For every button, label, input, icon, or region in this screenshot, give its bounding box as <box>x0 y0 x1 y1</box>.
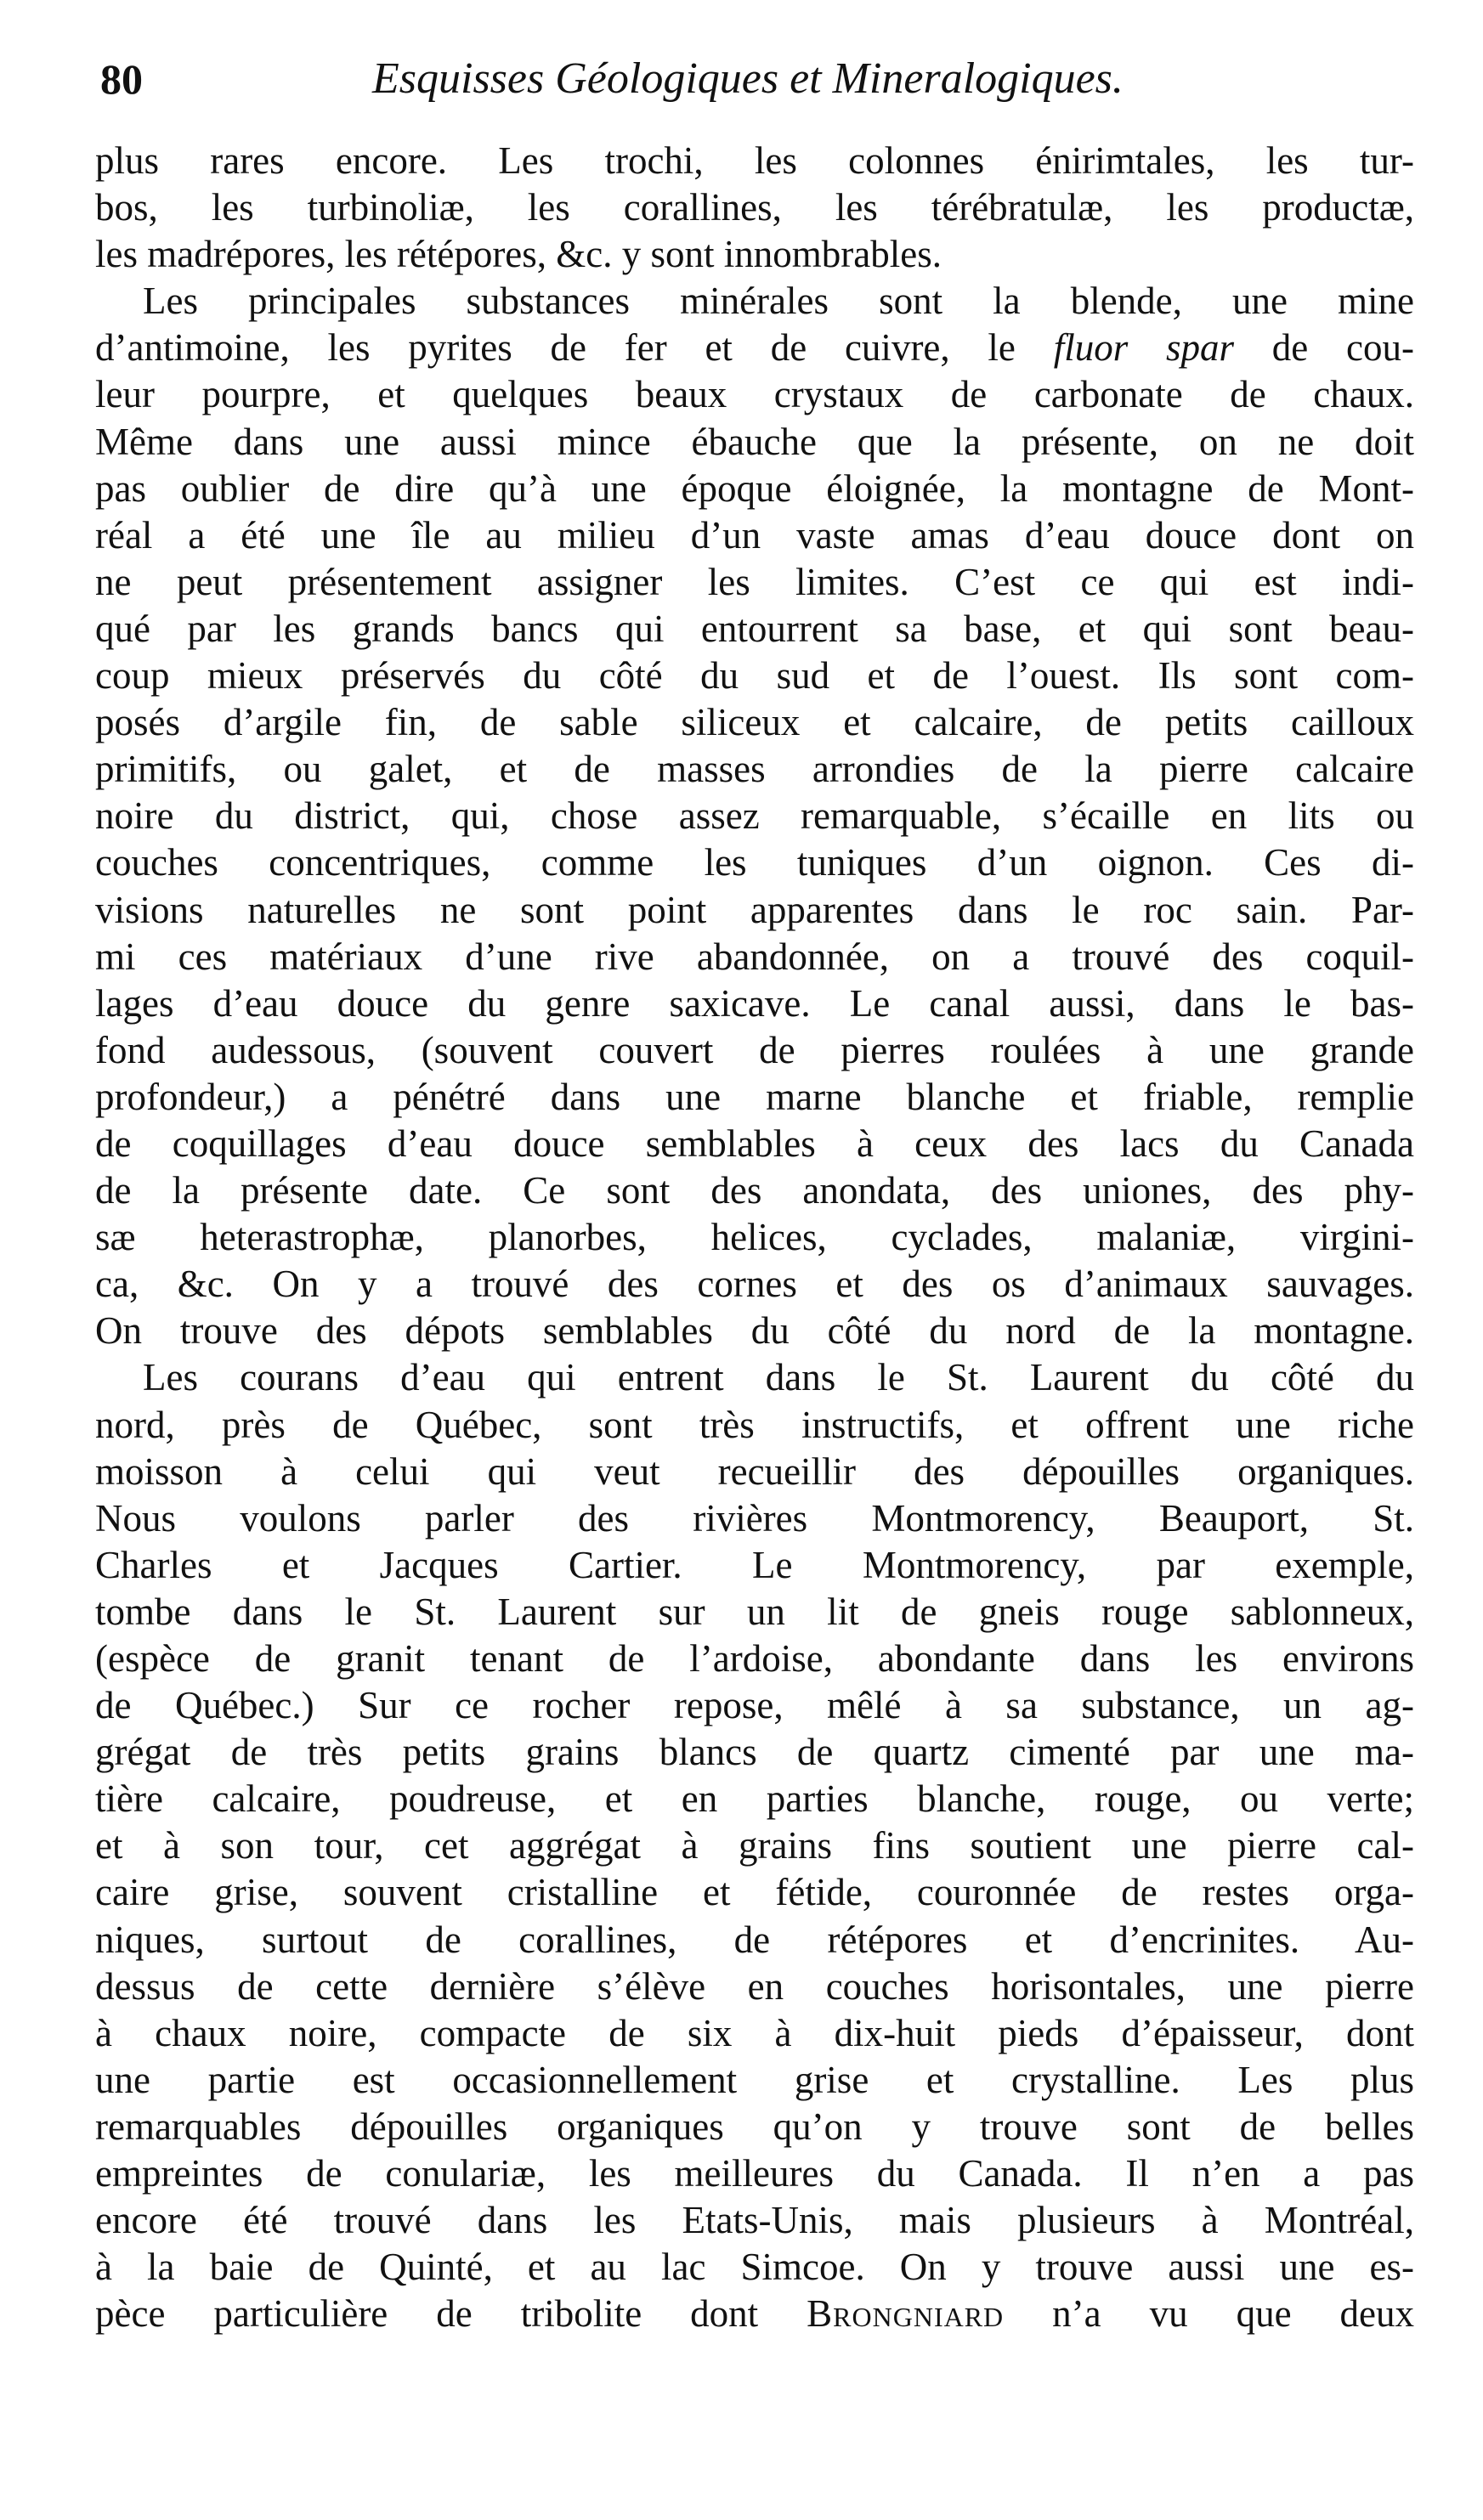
text-segment: tière calcaire, poudreuse, et en parties blanche, rouge, ou verte; <box>95 1777 1414 1821</box>
text-line <box>95 371 1414 418</box>
text-segment: qué par les grands bancs qui entourrent sa base, et qui sont beau- <box>95 607 1414 650</box>
text-segment: de Québec.) Sur ce rocher repose, mêlé à sa substance, un ag- <box>95 1684 1414 1727</box>
text-segment: primitifs, ou galet, et de masses arrondies de la pierre calcaire <box>95 748 1414 791</box>
text-line <box>95 1542 1414 1589</box>
text-segment: niques, surtout de corallines, de rétépores et d’encrinites. Au- <box>95 1918 1414 1961</box>
text-line <box>95 1354 1414 1401</box>
text-line <box>95 1682 1414 1729</box>
text-segment: noire du district, qui, chose assez remarquable, s’écaille en lits ou <box>95 794 1414 838</box>
text-segment: Les principales substances minérales sont la blende, une mine <box>143 280 1414 323</box>
text-line <box>95 1776 1414 1822</box>
text-line <box>95 1495 1414 1542</box>
text-line <box>95 278 1414 325</box>
text-line <box>95 466 1414 512</box>
text-line <box>95 184 1414 231</box>
text-line <box>95 1729 1414 1776</box>
text-segment: une partie est occasionnellement grise et crystalline. Les plus <box>95 2058 1414 2101</box>
text-segment: à chaux noire, compacte de six à dix-huit pieds d’épaisseur, dont <box>95 2011 1414 2054</box>
text-line <box>95 325 1414 371</box>
text-segment: dessus de cette dernière s’élève en couches horisontales, une pierre <box>95 1964 1414 2008</box>
text-segment: moisson à celui qui veut recueillir des dépouilles organiques. <box>95 1449 1414 1493</box>
text-line <box>95 1589 1414 1636</box>
text-line <box>95 2010 1414 2057</box>
text-segment: leur pourpre, et quelques beaux crystaux de carbonate de chaux. <box>95 373 1414 416</box>
text-segment: pèce particulière de tribolite dont <box>95 2292 807 2336</box>
text-segment: et à son tour, cet aggrégat à grains fins soutient une pierre cal- <box>95 1824 1414 1867</box>
italic-term: fluor spar <box>1053 326 1235 370</box>
text-segment: mi ces matériaux d’une rive abandonnée, on a trouvé des coquil- <box>95 935 1414 978</box>
text-segment: d’antimoine, les pyrites de fer et de cuivre, le <box>95 326 1054 370</box>
text-segment: grégat de très petits grains blancs de quartz cimenté par une ma- <box>95 1731 1414 1774</box>
text-segment: caire grise, souvent cristalline et fétide, couronnée de restes orga- <box>95 1871 1414 1914</box>
text-line <box>95 2291 1414 2337</box>
text-line <box>95 1402 1414 1449</box>
text-segment: de la présente date. Ce sont des anondata, des uniones, des phy- <box>95 1169 1414 1212</box>
text-segment: Même dans une aussi mince ébauche que la présente, on ne doit <box>95 420 1414 463</box>
text-segment: plus rares encore. Les trochi, les colonnes énirimtales, les tur- <box>95 139 1414 182</box>
text-segment: posés d’argile fin, de sable siliceux et calcaire, de petits cailloux <box>95 701 1414 744</box>
text-line <box>95 1449 1414 1495</box>
text-segment: Charles et Jacques Cartier. Le Montmorency, par exemple, <box>95 1543 1414 1586</box>
text-line <box>95 1121 1414 1167</box>
text-segment: tombe dans le St. Laurent sur un lit de gneis rouge sablonneux, <box>95 1590 1414 1633</box>
text-segment: (espèce de granit tenant de l’ardoise, abondante dans les environs <box>95 1637 1414 1680</box>
text-segment: Les courans d’eau qui entrent dans le St. Laurent du côté du <box>143 1356 1414 1399</box>
text-segment: Nous voulons parler des rivières Montmorency, Beauport, St. <box>95 1496 1414 1540</box>
text-segment: à la baie de Quinté, et au lac Simcoe. On y trouve aussi une es- <box>95 2246 1414 2289</box>
text-segment: lages d’eau douce du genre saxicave. Le canal aussi, dans le bas- <box>95 981 1414 1025</box>
text-segment: sæ heterastrophæ, planorbes, helices, cyclades, malaniæ, virgini- <box>95 1216 1414 1259</box>
text-line <box>95 980 1414 1027</box>
text-segment: profondeur,) a pénétré dans une marne blanche et friable, remplie <box>95 1075 1414 1118</box>
text-segment: On trouve des dépots semblables du côté du nord de la montagne. <box>95 1309 1414 1353</box>
text-line <box>95 839 1414 886</box>
text-segment: nord, près de Québec, sont très instructifs, et offrent une riche <box>95 1403 1414 1446</box>
text-segment: bos, les turbinoliæ, les corallines, les térébratulæ, les productæ, <box>95 186 1414 229</box>
text-line <box>95 1214 1414 1261</box>
text-segment: de cou- <box>1234 326 1414 370</box>
text-segment: empreintes de conulariæ, les meilleures du Canada. Il n’en a pas <box>95 2152 1414 2195</box>
text-line <box>95 2244 1414 2291</box>
text-line <box>95 2150 1414 2197</box>
text-line <box>95 1917 1414 1963</box>
text-line <box>95 746 1414 793</box>
body-text <box>95 138 1414 2337</box>
text-segment: ne peut présentement assigner les limites. C’est ce qui est indi- <box>95 560 1414 603</box>
text-line <box>95 1636 1414 1682</box>
text-line <box>95 793 1414 839</box>
text-line <box>95 1963 1414 2010</box>
text-segment: réal a été une île au milieu d’un vaste amas d’eau douce dont on <box>95 513 1414 557</box>
text-line <box>95 2104 1414 2150</box>
text-line <box>95 2057 1414 2104</box>
text-line <box>95 606 1414 653</box>
text-segment: coup mieux préservés du côté du sud et de l’ouest. Ils sont com- <box>95 654 1414 698</box>
text-segment: de coquillages d’eau douce semblables à ceux des lacs du Canada <box>95 1122 1414 1165</box>
text-line <box>95 1074 1414 1121</box>
text-line <box>95 934 1414 980</box>
text-segment: visions naturelles ne sont point apparentes dans le roc sain. Par- <box>95 888 1414 931</box>
text-line <box>95 2197 1414 2244</box>
text-line <box>95 699 1414 746</box>
page-header <box>100 49 1426 109</box>
text-segment: remarquables dépouilles organiques qu’on y trouve sont de belles <box>95 2105 1414 2148</box>
text-line <box>95 559 1414 606</box>
running-title: Esquisses Géologiques et Mineralogiques. <box>372 54 1124 103</box>
text-line <box>95 653 1414 699</box>
text-segment: encore été trouvé dans les Etats-Unis, mais plusieurs à Montréal, <box>95 2199 1414 2242</box>
text-segment: couches concentriques, comme les tuniques d’un oignon. Ces di- <box>95 841 1414 884</box>
text-line <box>95 1869 1414 1916</box>
text-segment: ca, &c. On y a trouvé des cornes et des os d’animaux sauvages. <box>95 1263 1414 1306</box>
text-line <box>95 419 1414 466</box>
small-caps-name: Brongniard <box>807 2292 1005 2336</box>
text-segment: les madrépores, les rétépores, &c. y sont innombrables. <box>95 233 942 276</box>
text-segment: n’a vu que deux <box>1004 2292 1414 2336</box>
text-line <box>95 138 1414 184</box>
text-line <box>95 887 1414 934</box>
text-line <box>95 1027 1414 1074</box>
text-line <box>95 231 1414 278</box>
text-line <box>95 512 1414 559</box>
text-segment: fond audessous, (souvent couvert de pierres roulées à une grande <box>95 1028 1414 1071</box>
text-line <box>95 1822 1414 1869</box>
page-number: 80 <box>100 55 143 103</box>
text-line <box>95 1167 1414 1214</box>
text-line <box>95 1261 1414 1308</box>
text-segment: pas oublier de dire qu’à une époque éloignée, la montagne de Mont- <box>95 466 1414 510</box>
text-line <box>95 1308 1414 1354</box>
